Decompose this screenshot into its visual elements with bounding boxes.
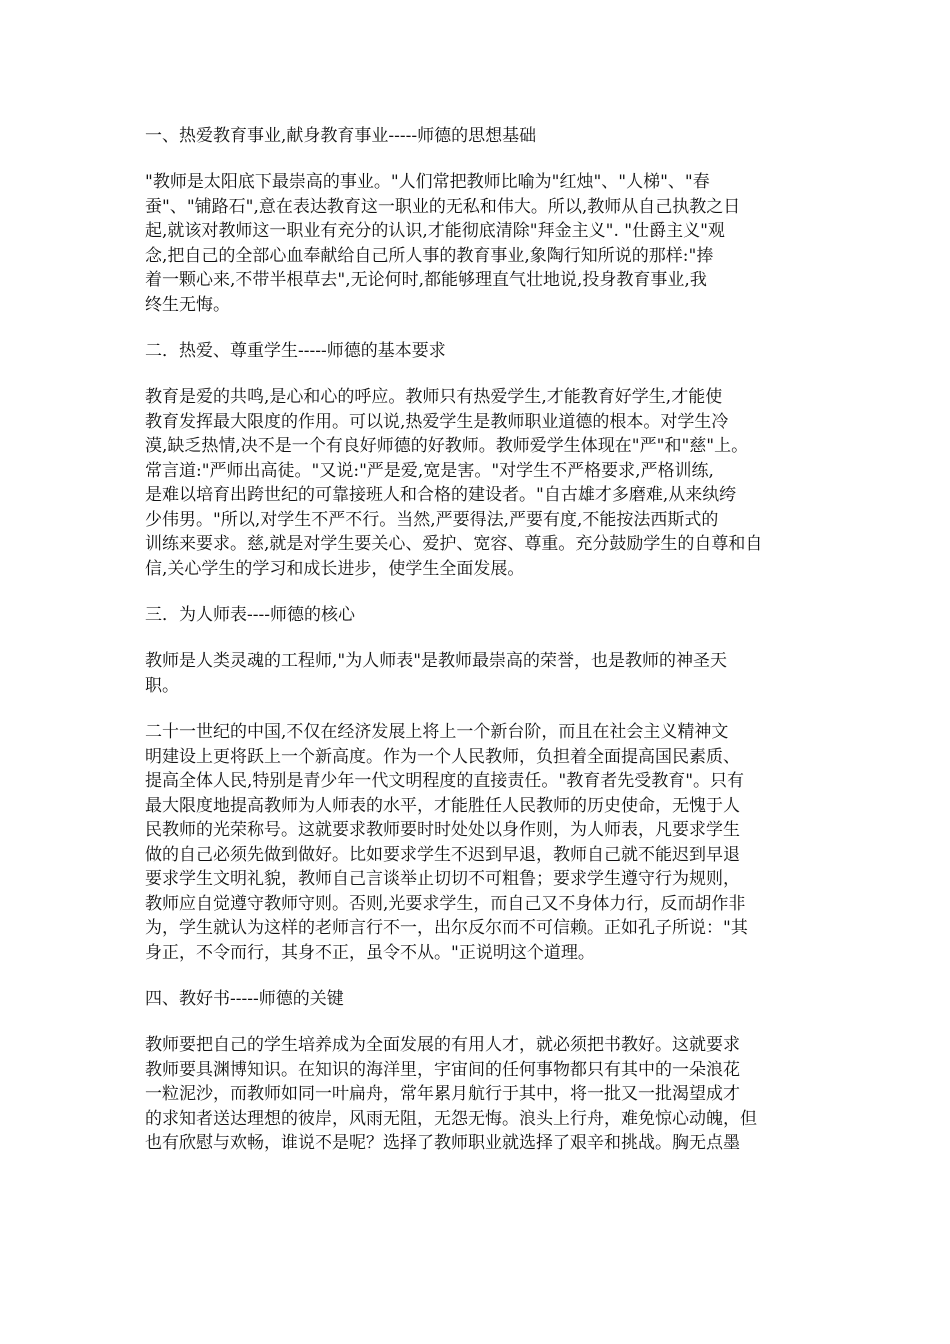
paragraph-line: 二十一世纪的中国,不仅在经济发展上将上一个新台阶，而且在社会主义精神文 bbox=[145, 722, 729, 742]
paragraph-line: 为，学生就认为这样的老师言行不一，出尔反尔而不可信赖。正如孔子所说："其 bbox=[145, 918, 748, 938]
paragraph-line: 教师应自觉遵守教师守则。否则,光要求学生，而自己又不身体力行，反而胡作非 bbox=[145, 893, 746, 914]
section-paragraph bbox=[145, 1033, 815, 1156]
paragraph-line: 是难以培育出跨世纪的可靠接班人和合格的建设者。"自古雄才多磨难,从来纨绔 bbox=[145, 485, 737, 505]
section-heading: 三．为人师表----师德的核心 bbox=[145, 605, 355, 625]
section-heading: 二．热爱、尊重学生-----师德的基本要求 bbox=[145, 341, 446, 361]
document-body bbox=[145, 124, 815, 1178]
paragraph-line: 念,把自己的全部心血奉献给自己所人事的教育事业,象陶行知所说的那样:"捧 bbox=[145, 245, 714, 266]
section-paragraph bbox=[145, 385, 815, 581]
paragraph-line: "教师是太阳底下最崇高的事业。"人们常把教师比喻为"红烛"、"人梯"、"春 bbox=[145, 172, 710, 192]
paragraph-line: 一粒泥沙，而教师如同一叶扁舟，常年累月航行于其中，将一批又一批渴望成才 bbox=[145, 1084, 740, 1104]
paragraph-line: 最大限度地提高教师为人师表的水平，才能胜任人民教师的历史使命，无愧于人 bbox=[145, 795, 740, 816]
paragraph-line: 着一颗心来,不带半根草去",无论何时,都能够理直气壮地说,投身教育事业,我 bbox=[145, 270, 707, 290]
section-heading: 一、热爱教育事业,献身教育事业-----师德的思想基础 bbox=[145, 126, 537, 146]
paragraph-line: 提高全体人民,特别是青少年一代文明程度的直接责任。"教育者先受教育"。只有 bbox=[145, 771, 745, 791]
paragraph-line: 少伟男。"所以,对学生不严不行。当然,严要得法,严要有度,不能按法西斯式的 bbox=[145, 509, 719, 530]
paragraph-line: 身正，不令而行，其身不正，虽令不从。"正说明这个道理。 bbox=[145, 942, 595, 963]
paragraph-line: 教育发挥最大限度的作用。可以说,热爱学生是教师职业道德的根本。对学生冷 bbox=[145, 411, 729, 432]
paragraph-line: 教师是人类灵魂的工程师,"为人师表"是教师最崇高的荣誉，也是教师的神圣天 bbox=[145, 651, 728, 671]
section-paragraph bbox=[145, 170, 815, 317]
section-heading: 四、教好书-----师德的关键 bbox=[145, 989, 344, 1009]
paragraph-line: 要求学生文明礼貌，教师自己言谈举止切切不可粗鲁；要求学生遵守行为规则， bbox=[145, 869, 740, 889]
paragraph-line: 民教师的光荣称号。这就要求教师要时时处处以身作则，为人师表，凡要求学生 bbox=[145, 820, 740, 840]
paragraph-line: 做的自己必须先做到做好。比如要求学生不迟到早退，教师自己就不能迟到早退 bbox=[145, 844, 740, 865]
section-paragraph bbox=[145, 720, 815, 965]
section-paragraph bbox=[145, 649, 815, 698]
paragraph-line: 终生无悔。 bbox=[145, 294, 230, 315]
paragraph-line: 蚕"、"铺路石",意在表达教育这一职业的无私和伟大。所以,教师从自己执教之日 bbox=[145, 196, 741, 217]
paragraph-line: 明建设上更将跃上一个新高度。作为一个人民教师，负担着全面提高国民素质、 bbox=[145, 746, 740, 767]
paragraph-line: 教师要把自己的学生培养成为全面发展的有用人才，就必须把书教好。这就要求 bbox=[145, 1035, 740, 1055]
paragraph-line: 信,关心学生的学习和成长进步，使学生全面发展。 bbox=[145, 558, 525, 579]
paragraph-line: 教师要具渊博知识。在知识的海洋里，宇宙间的任何事物都只有其中的一朵浪花 bbox=[145, 1059, 740, 1080]
paragraph-line: 漠,缺乏热情,决不是一个有良好师德的好教师。教师爱学生体现在"严"和"慈"上。 bbox=[145, 436, 749, 456]
paragraph-line: 训练来要求。慈,就是对学生要关心、爱护、宽容、尊重。充分鼓励学生的自尊和自 bbox=[145, 534, 763, 554]
paragraph-line: 也有欣慰与欢畅，谁说不是呢？选择了教师职业就选择了艰辛和挑战。胸无点墨 bbox=[145, 1133, 740, 1153]
paragraph-line: 的求知者送达理想的彼岸，风雨无阻，无怨无悔。浪头上行舟，难免惊心动魄，但 bbox=[145, 1108, 757, 1129]
paragraph-line: 起,就该对教师这一职业有充分的认识,才能彻底清除"拜金主义". "仕爵主义"观 bbox=[145, 221, 725, 241]
paragraph-line: 教育是爱的共鸣,是心和心的呼应。教师只有热爱学生,才能教育好学生,才能使 bbox=[145, 387, 723, 407]
paragraph-line: 常言道:"严师出高徒。"又说:"严是爱,宽是害。"对学生不严格要求,严格训练, bbox=[145, 460, 714, 481]
paragraph-line: 职。 bbox=[145, 675, 179, 696]
